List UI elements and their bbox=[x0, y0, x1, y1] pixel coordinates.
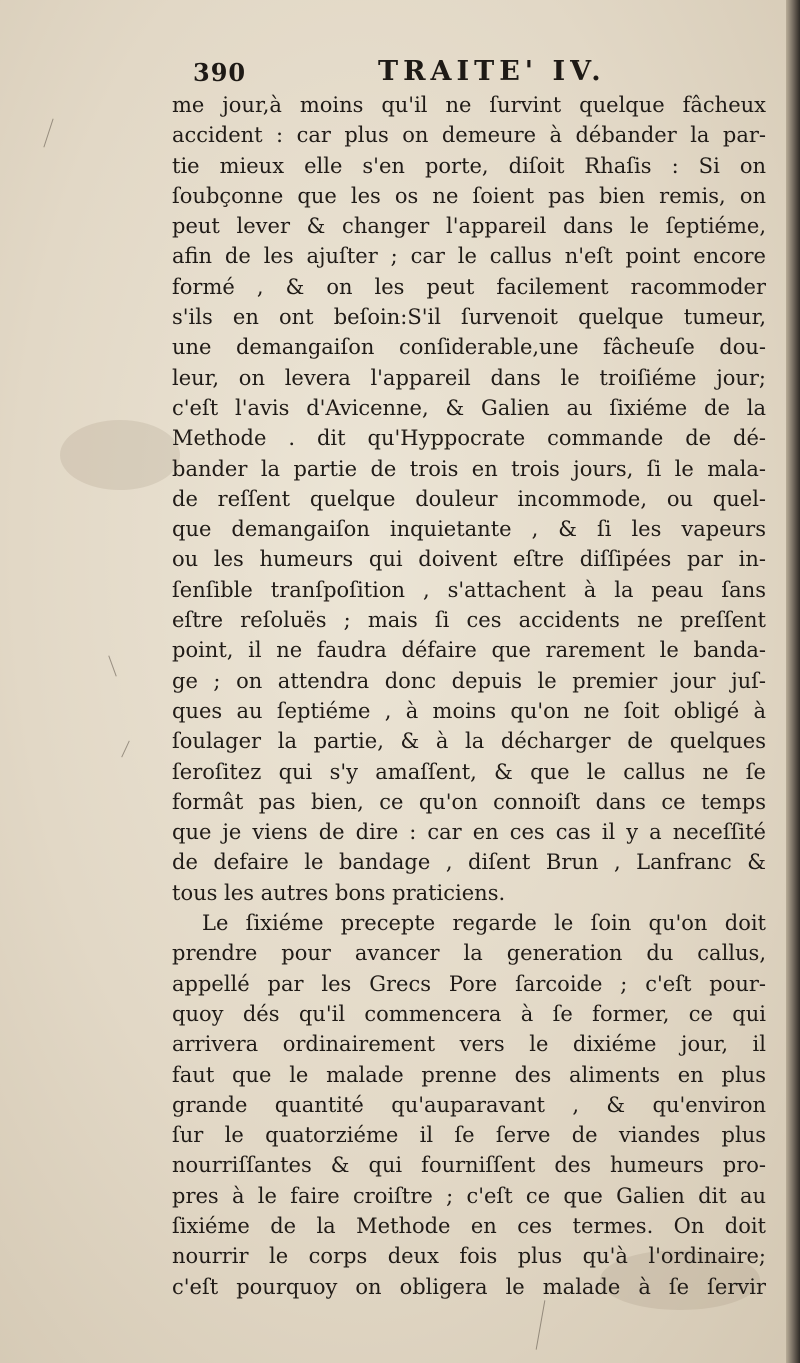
text-line: eſtre reſoluës ; mais ſi ces accidents ne preſſent bbox=[172, 608, 766, 633]
text-line: ſeroſitez qui s'y amaſſent, & que le callus ne ſe bbox=[172, 759, 766, 784]
text-line: formé , & on les peut facilement racommoder bbox=[172, 274, 766, 299]
text-line: grande quantité qu'auparavant , & qu'environ bbox=[172, 1092, 766, 1117]
text-line: c'eſt pourquoy on obligera le malade à ſe ſervir bbox=[172, 1274, 766, 1299]
text-line: tie mieux elle s'en porte, diſoit Rhaſis : Si on bbox=[172, 153, 766, 178]
text-line: accident : car plus on demeure à débander la par- bbox=[172, 123, 766, 148]
page-header bbox=[193, 56, 763, 90]
text-line: que demangaiſon inquietante , & ſi les vapeurs bbox=[172, 517, 766, 542]
paragraph bbox=[172, 90, 766, 908]
text-line: leur, on levera l'appareil dans le troiſiéme jour; bbox=[172, 365, 766, 390]
running-title: TRAITE' IV. bbox=[378, 56, 606, 87]
body-text bbox=[172, 90, 766, 1302]
text-line: arrivera ordinairement vers le dixiéme jour, il bbox=[172, 1032, 766, 1057]
text-line: ſenſible tranſpoſition , s'attachent à la peau ſans bbox=[172, 577, 766, 602]
text-line: Methode . dit qu'Hyppocrate commande de dé- bbox=[172, 426, 766, 451]
text-line: formât pas bien, ce qu'on connoiſt dans ce temps bbox=[172, 789, 766, 814]
text-line: ou les humeurs qui doivent eſtre diſſipées par in- bbox=[172, 547, 766, 572]
text-line: prendre pour avancer la generation du callus, bbox=[172, 941, 766, 966]
text-line: de defaire le bandage , diſent Brun , Lanfranc & bbox=[172, 850, 766, 875]
text-line: quoy dés qu'il commencera à ſe former, ce qui bbox=[172, 1001, 766, 1026]
text-line: ſoulager la partie, & à la décharger de quelques bbox=[172, 729, 766, 754]
text-line: ſixiéme de la Methode en ces termes. On doit bbox=[172, 1213, 766, 1238]
page-number: 390 bbox=[193, 58, 247, 87]
paragraph bbox=[172, 908, 766, 1302]
text-line: que je viens de dire : car en ces cas il y a neceſſité bbox=[172, 820, 766, 845]
text-line: appellé par les Grecs Pore ſarcoide ; c'eſt pour- bbox=[172, 971, 766, 996]
text-line: de reſſent quelque douleur incommode, ou quel- bbox=[172, 486, 766, 511]
margin-mark bbox=[108, 655, 116, 676]
text-line: ques au ſeptiéme , à moins qu'on ne ſoit obligé à bbox=[172, 698, 766, 723]
text-line: me jour,à moins qu'il ne ſurvint quelque fâcheux bbox=[172, 93, 766, 117]
text-line: peut lever & changer l'appareil dans le ſeptiéme, bbox=[172, 214, 766, 239]
text-line: c'eſt l'avis d'Avicenne, & Galien au ſixiéme de la bbox=[172, 395, 766, 420]
paper-stain bbox=[60, 420, 180, 490]
margin-mark bbox=[536, 1300, 546, 1349]
text-line: ſur le quatorziéme il ſe ſerve de viandes plus bbox=[172, 1123, 766, 1148]
page-edge-shadow bbox=[786, 0, 800, 1363]
text-line: tous les autres bons praticiens. bbox=[172, 880, 506, 905]
text-line: afin de les ajuſter ; car le callus n'eſt point encore bbox=[172, 244, 766, 269]
text-line: ſoubçonne que les os ne ſoient pas bien remis, on bbox=[172, 183, 766, 208]
text-line: ge ; on attendra donc depuis le premier jour juſ- bbox=[172, 668, 766, 693]
text-line: bander la partie de trois en trois jours, ſi le mala- bbox=[172, 456, 766, 481]
text-line: point, il ne faudra défaire que rarement le banda- bbox=[172, 638, 766, 663]
text-line: une demangaiſon conſiderable,une fâcheuſe dou- bbox=[172, 335, 766, 360]
margin-mark bbox=[121, 741, 130, 758]
text-line: nourriſſantes & qui fourniſſent des humeurs pro- bbox=[172, 1153, 766, 1178]
text-line: Le ſixiéme precepte regarde le ſoin qu'on doit bbox=[202, 911, 766, 936]
text-line: faut que le malade prenne des aliments en plus bbox=[172, 1062, 766, 1087]
text-line: nourrir le corps deux fois plus qu'à l'ordinaire; bbox=[172, 1244, 766, 1269]
margin-mark bbox=[43, 119, 53, 148]
text-line: pres à le faire croiſtre ; c'eſt ce que Galien dit au bbox=[172, 1183, 766, 1208]
text-line: s'ils en ont beſoin:S'il ſurvenoit quelque tumeur, bbox=[172, 305, 766, 330]
